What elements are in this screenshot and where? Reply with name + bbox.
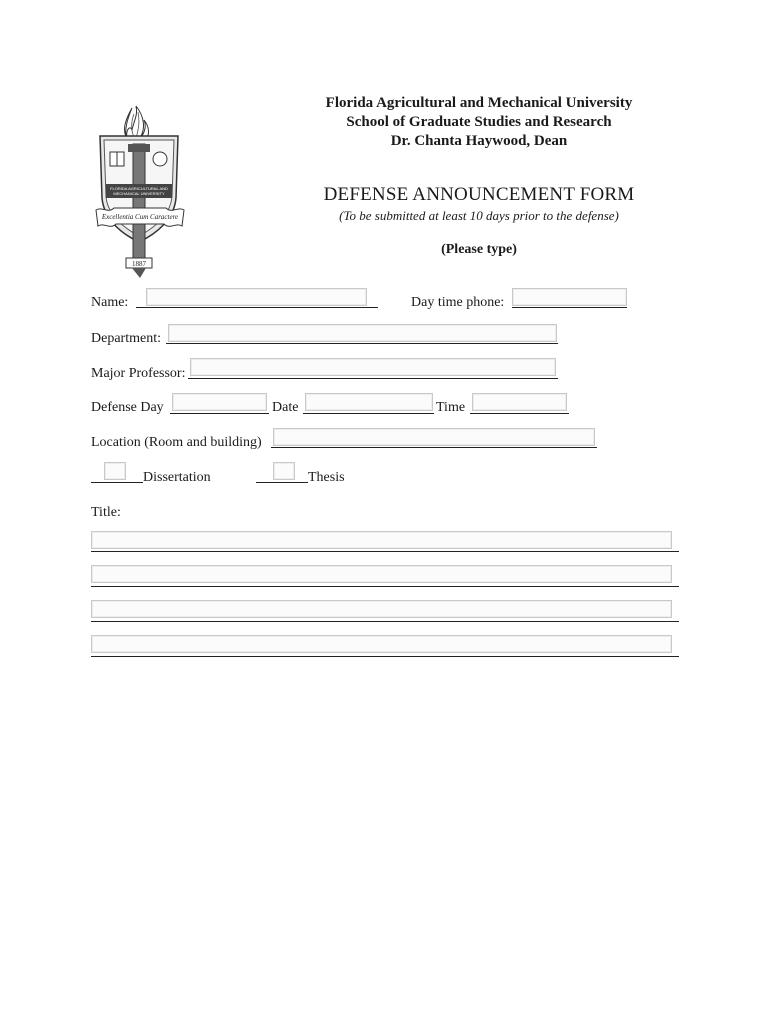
thesis-label: Thesis <box>308 470 345 485</box>
dissertation-checkbox[interactable] <box>104 462 126 480</box>
phone-input[interactable] <box>512 288 627 306</box>
dissertation-underline <box>91 482 143 483</box>
school-name: School of Graduate Studies and Research <box>346 114 612 130</box>
date-input[interactable] <box>305 393 433 411</box>
title-input-line-4[interactable] <box>91 635 672 653</box>
title-input-line-2[interactable] <box>91 565 672 583</box>
phone-label: Day time phone: <box>411 295 505 310</box>
location-label: Location (Room and building) <box>91 435 262 450</box>
thesis-underline <box>256 482 308 483</box>
title-underline-4 <box>91 656 679 657</box>
date-label: Date <box>272 400 299 415</box>
title-underline-1 <box>91 551 679 552</box>
name-input[interactable] <box>146 288 367 306</box>
form-subtitle: (To be submitted at least 10 days prior to the defense) <box>339 208 619 223</box>
defense-day-label: Defense Day <box>91 400 164 415</box>
defense-day-input[interactable] <box>172 393 267 411</box>
svg-text:1887: 1887 <box>132 260 146 268</box>
department-underline <box>166 343 558 344</box>
thesis-checkbox[interactable] <box>273 462 295 480</box>
time-label: Time <box>436 400 466 415</box>
dissertation-label: Dissertation <box>143 470 211 485</box>
svg-text:FLORIDA AGRICULTURAL AND: FLORIDA AGRICULTURAL AND <box>110 186 168 191</box>
defense-day-underline <box>170 413 269 414</box>
dean-name: Dr. Chanta Haywood, Dean <box>390 133 568 149</box>
phone-underline <box>512 307 627 308</box>
svg-text:MECHANICAL UNIVERSITY: MECHANICAL UNIVERSITY <box>113 191 165 196</box>
major-professor-underline <box>188 378 558 379</box>
form-title: DEFENSE ANNOUNCEMENT FORM <box>323 184 635 205</box>
title-underline-2 <box>91 586 679 587</box>
department-input[interactable] <box>168 324 557 342</box>
svg-text:Excellentia Cum Caractere: Excellentia Cum Caractere <box>101 213 179 221</box>
university-seal-logo <box>94 102 186 280</box>
form-instruction: (Please type) <box>441 242 517 257</box>
title-label: Title: <box>91 505 121 520</box>
department-label: Department: <box>91 331 161 346</box>
location-input[interactable] <box>273 428 595 446</box>
location-underline <box>271 447 597 448</box>
university-name: Florida Agricultural and Mechanical University <box>325 95 633 111</box>
major-professor-label: Major Professor: <box>91 366 186 381</box>
title-input-line-3[interactable] <box>91 600 672 618</box>
name-underline <box>136 307 378 308</box>
major-professor-input[interactable] <box>190 358 556 376</box>
date-underline <box>303 413 434 414</box>
title-input-line-1[interactable] <box>91 531 672 549</box>
name-label: Name: <box>91 295 129 310</box>
title-underline-3 <box>91 621 679 622</box>
time-underline <box>470 413 569 414</box>
time-input[interactable] <box>472 393 567 411</box>
